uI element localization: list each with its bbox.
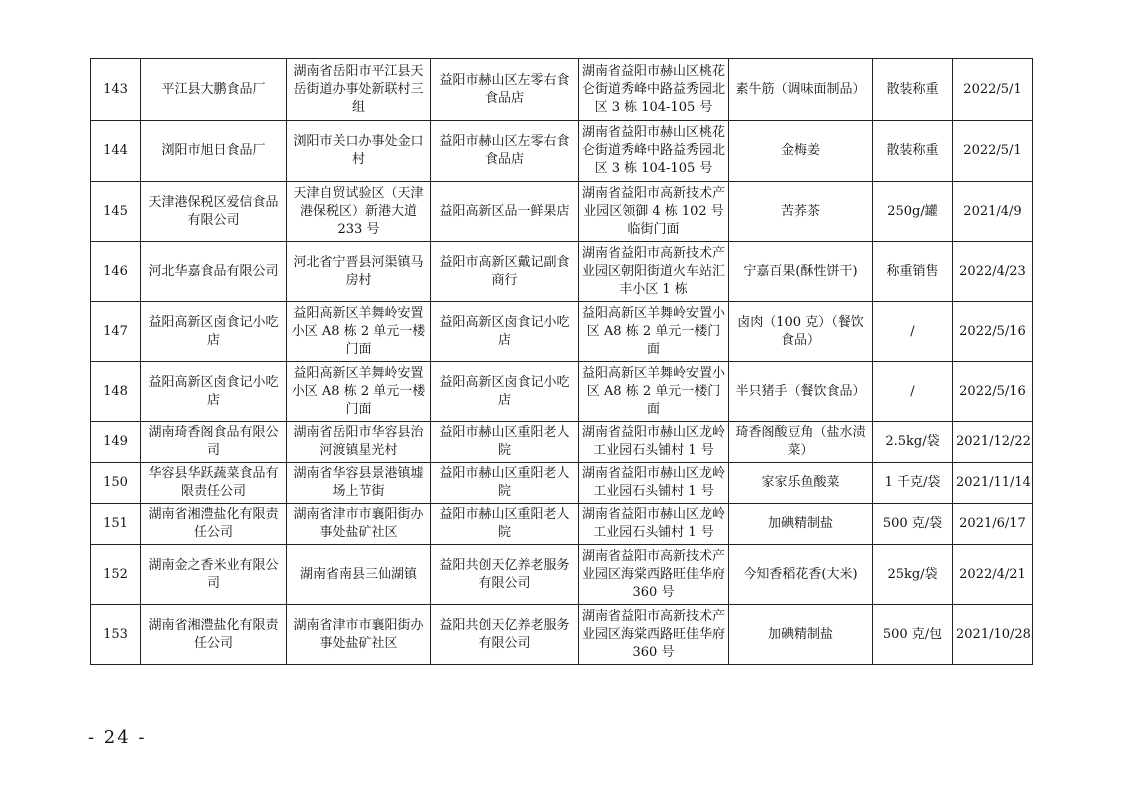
table-row xyxy=(91,422,1033,463)
table-row xyxy=(91,504,1033,545)
cell-no: 152 xyxy=(91,545,141,605)
cell-producer: 华容县华跃蔬菜食品有限责任公司 xyxy=(141,463,287,504)
cell-date: 2022/5/16 xyxy=(953,302,1033,362)
cell-spec: 25kg/袋 xyxy=(873,545,953,605)
table-row xyxy=(91,59,1033,121)
cell-seller-address: 湖南省益阳市高新技术产业园区朝阳街道火车站汇丰小区 1 栋 xyxy=(579,242,729,302)
cell-seller: 益阳市赫山区左零右食食品店 xyxy=(431,59,579,121)
cell-seller: 益阳市赫山区重阳老人院 xyxy=(431,422,579,463)
cell-spec: 1 千克/袋 xyxy=(873,463,953,504)
cell-seller: 益阳高新区品一鲜果店 xyxy=(431,182,579,242)
cell-no: 145 xyxy=(91,182,141,242)
cell-spec: / xyxy=(873,362,953,422)
cell-seller: 益阳共创天亿养老服务有限公司 xyxy=(431,545,579,605)
table-row xyxy=(91,362,1033,422)
cell-no: 150 xyxy=(91,463,141,504)
cell-date: 2021/6/17 xyxy=(953,504,1033,545)
data-table xyxy=(90,58,1033,665)
cell-date: 2021/12/22 xyxy=(953,422,1033,463)
cell-spec: / xyxy=(873,302,953,362)
cell-no: 143 xyxy=(91,59,141,121)
cell-seller: 益阳高新区卤食记小吃店 xyxy=(431,302,579,362)
table-row xyxy=(91,121,1033,182)
cell-no: 147 xyxy=(91,302,141,362)
cell-no: 151 xyxy=(91,504,141,545)
cell-product: 卤肉（100 克）（餐饮食品） xyxy=(729,302,873,362)
cell-producer: 平江县大鹏食品厂 xyxy=(141,59,287,121)
cell-date: 2022/4/23 xyxy=(953,242,1033,302)
cell-seller-address: 湖南省益阳市高新技术产业园区海棠西路旺佳华府 360 号 xyxy=(579,545,729,605)
cell-date: 2021/4/9 xyxy=(953,182,1033,242)
cell-spec: 500 克/袋 xyxy=(873,504,953,545)
page-number: - 24 - xyxy=(88,727,147,748)
cell-no: 149 xyxy=(91,422,141,463)
cell-product: 加碘精制盐 xyxy=(729,605,873,665)
cell-producer: 河北华嘉食品有限公司 xyxy=(141,242,287,302)
cell-product: 半只猪手（餐饮食品） xyxy=(729,362,873,422)
cell-seller-address: 湖南省益阳市高新技术产业园区领御 4 栋 102 号临街门面 xyxy=(579,182,729,242)
cell-producer: 湖南琦香阁食品有限公司 xyxy=(141,422,287,463)
cell-spec: 散装称重 xyxy=(873,121,953,182)
cell-no: 148 xyxy=(91,362,141,422)
cell-no: 153 xyxy=(91,605,141,665)
cell-producer: 湖南省湘澧盐化有限责任公司 xyxy=(141,605,287,665)
cell-seller-address: 湖南省益阳市赫山区龙岭工业园石头铺村 1 号 xyxy=(579,422,729,463)
cell-spec: 散装称重 xyxy=(873,59,953,121)
cell-producer-address: 湖南省岳阳市平江县天岳街道办事处新联村三组 xyxy=(287,59,431,121)
cell-spec: 称重销售 xyxy=(873,242,953,302)
cell-producer: 湖南省湘澧盐化有限责任公司 xyxy=(141,504,287,545)
cell-seller: 益阳市赫山区重阳老人院 xyxy=(431,504,579,545)
cell-producer-address: 益阳高新区羊舞岭安置小区 A8 栋 2 单元一楼门面 xyxy=(287,302,431,362)
cell-producer-address: 湖南省南县三仙湖镇 xyxy=(287,545,431,605)
cell-spec: 500 克/包 xyxy=(873,605,953,665)
cell-spec: 250g/罐 xyxy=(873,182,953,242)
cell-producer-address: 湖南省华容县景港镇墟场上节街 xyxy=(287,463,431,504)
cell-product: 宁嘉百果(酥性饼干) xyxy=(729,242,873,302)
cell-producer: 天津港保税区爱信食品有限公司 xyxy=(141,182,287,242)
table-row xyxy=(91,182,1033,242)
table-row xyxy=(91,545,1033,605)
cell-no: 144 xyxy=(91,121,141,182)
cell-producer-address: 天津自贸试验区（天津港保税区）新港大道 233 号 xyxy=(287,182,431,242)
cell-product: 家家乐鱼酸菜 xyxy=(729,463,873,504)
cell-producer: 益阳高新区卤食记小吃店 xyxy=(141,362,287,422)
cell-producer-address: 益阳高新区羊舞岭安置小区 A8 栋 2 单元一楼门面 xyxy=(287,362,431,422)
cell-seller-address: 湖南省益阳市赫山区桃花仑街道秀峰中路益秀园北区 3 栋 104-105 号 xyxy=(579,59,729,121)
cell-seller-address: 湖南省益阳市赫山区桃花仑街道秀峰中路益秀园北区 3 栋 104-105 号 xyxy=(579,121,729,182)
cell-date: 2021/10/28 xyxy=(953,605,1033,665)
cell-producer: 浏阳市旭日食品厂 xyxy=(141,121,287,182)
cell-date: 2022/5/1 xyxy=(953,121,1033,182)
table-row xyxy=(91,463,1033,504)
cell-product: 加碘精制盐 xyxy=(729,504,873,545)
table-row xyxy=(91,302,1033,362)
cell-product: 琦香阁酸豆角（盐水渍菜） xyxy=(729,422,873,463)
cell-seller-address: 湖南省益阳市赫山区龙岭工业园石头铺村 1 号 xyxy=(579,504,729,545)
cell-seller: 益阳高新区卤食记小吃店 xyxy=(431,362,579,422)
cell-producer-address: 湖南省津市市襄阳街办事处盐矿社区 xyxy=(287,605,431,665)
cell-producer: 湖南金之香米业有限公司 xyxy=(141,545,287,605)
cell-producer-address: 湖南省津市市襄阳街办事处盐矿社区 xyxy=(287,504,431,545)
cell-seller: 益阳共创天亿养老服务有限公司 xyxy=(431,605,579,665)
cell-seller: 益阳市赫山区重阳老人院 xyxy=(431,463,579,504)
cell-seller: 益阳市高新区戴记副食商行 xyxy=(431,242,579,302)
cell-producer-address: 湖南省岳阳市华容县治河渡镇星光村 xyxy=(287,422,431,463)
cell-date: 2022/5/16 xyxy=(953,362,1033,422)
cell-producer: 益阳高新区卤食记小吃店 xyxy=(141,302,287,362)
cell-product: 今知香稻花香(大米) xyxy=(729,545,873,605)
cell-product: 苦荞茶 xyxy=(729,182,873,242)
cell-seller-address: 益阳高新区羊舞岭安置小区 A8 栋 2 单元一楼门面 xyxy=(579,362,729,422)
cell-seller: 益阳市赫山区左零右食食品店 xyxy=(431,121,579,182)
cell-spec: 2.5kg/袋 xyxy=(873,422,953,463)
cell-date: 2021/11/14 xyxy=(953,463,1033,504)
cell-seller-address: 湖南省益阳市高新技术产业园区海棠西路旺佳华府 360 号 xyxy=(579,605,729,665)
cell-date: 2022/4/21 xyxy=(953,545,1033,605)
cell-date: 2022/5/1 xyxy=(953,59,1033,121)
cell-producer-address: 河北省宁晋县河渠镇马房村 xyxy=(287,242,431,302)
table-row xyxy=(91,242,1033,302)
cell-product: 金梅姜 xyxy=(729,121,873,182)
cell-product: 素牛筋（调味面制品） xyxy=(729,59,873,121)
cell-no: 146 xyxy=(91,242,141,302)
table-row xyxy=(91,605,1033,665)
cell-producer-address: 浏阳市关口办事处金口村 xyxy=(287,121,431,182)
cell-seller-address: 湖南省益阳市赫山区龙岭工业园石头铺村 1 号 xyxy=(579,463,729,504)
cell-seller-address: 益阳高新区羊舞岭安置小区 A8 栋 2 单元一楼门面 xyxy=(579,302,729,362)
